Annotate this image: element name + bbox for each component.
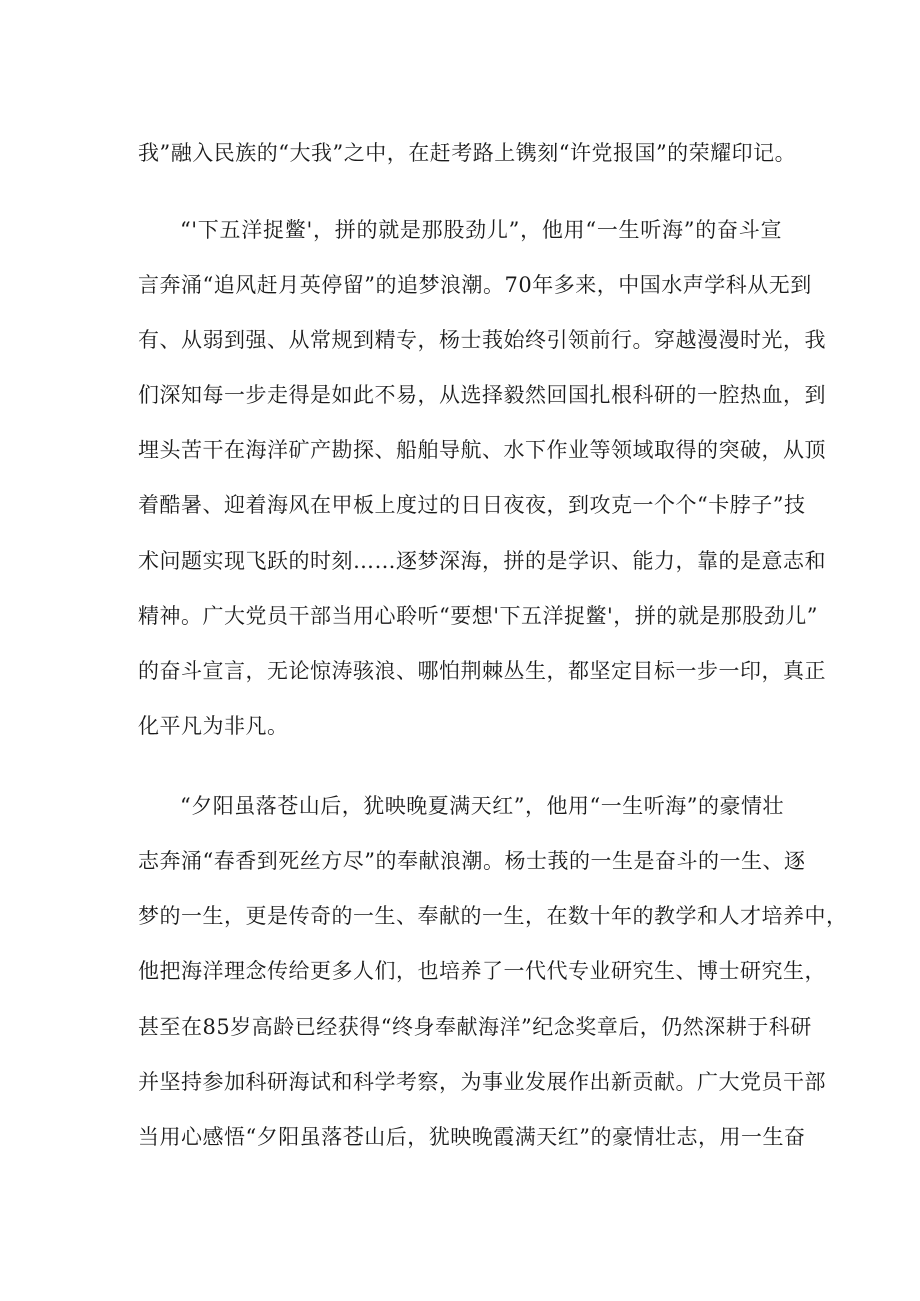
paragraph-2-line-5: 埋头苦干在海洋矿产勘探、船舶导航、水下作业等领域取得的突破，从顶 (138, 438, 826, 462)
paragraph-3-line-3: 梦的一生，更是传奇的一生、奉献的一生，在数十年的教学和人才培养中， (138, 904, 848, 928)
paragraph-3-line-7: 当用心感悟“夕阳虽落苍山后，犹映晚霞满天红”的豪情壮志，用一生奋 (138, 1125, 806, 1149)
paragraph-2-line-4: 们深知每一步走得是如此不易，从选择毅然回国扎根科研的一腔热血，到 (138, 383, 826, 407)
paragraph-3-line-1: “夕阳虽落苍山后，犹映晚夏满天红”，他用“一生听海”的豪情壮 (180, 794, 784, 818)
paragraph-2-line-9: 的奋斗宣言，无论惊涛骇浪、哪怕荆棘丛生，都坚定目标一步一印，真正 (138, 659, 826, 683)
paragraph-2-line-10: 化平凡为非凡。 (138, 714, 289, 738)
paragraph-2-line-2: 言奔涌“追风赶月英停留”的追梦浪潮。70年多来，中国水声学科从无到 (138, 273, 812, 297)
paragraph-3-line-2: 志奔涌“春香到死丝方尽”的奉献浪潮。杨士莪的一生是奋斗的一生、逐 (138, 849, 806, 873)
paragraph-3-line-6: 并坚持参加科研海试和科学考察，为事业发展作出新贡献。广大党员干部 (138, 1070, 826, 1094)
paragraph-2-line-3: 有、从弱到强、从常规到精专，杨士莪始终引领前行。穿越漫漫时光，我 (138, 328, 826, 352)
paragraph-1-line-1: 我”融入民族的“大我”之中，在赶考路上镌刻“许党报国”的荣耀印记。 (138, 141, 797, 165)
paragraph-3-line-4: 他把海洋理念传给更多人们，也培养了一代代专业研究生、博士研究生， (138, 959, 826, 983)
paragraph-2-line-6: 着酷暑、迎着海风在甲板上度过的日日夜夜，到攻克一个个“卡脖子”技 (138, 493, 806, 517)
paragraph-2-line-7: 术问题实现飞跃的时刻……逐梦深海，拼的是学识、能力，靠的是意志和 (138, 549, 826, 573)
paragraph-2-line-1: “'下五洋捉鳖'，拼的就是那股劲儿”，他用“一生听海”的奋斗宣 (180, 218, 782, 242)
paragraph-2-line-8: 精神。广大党员干部当用心聆听“要想'下五洋捉鳖'，拼的就是那股劲儿” (138, 604, 819, 628)
paragraph-3-line-5: 甚至在85岁高龄已经获得“终身奉献海洋”纪念奖章后，仍然深耕于科研 (138, 1015, 812, 1039)
